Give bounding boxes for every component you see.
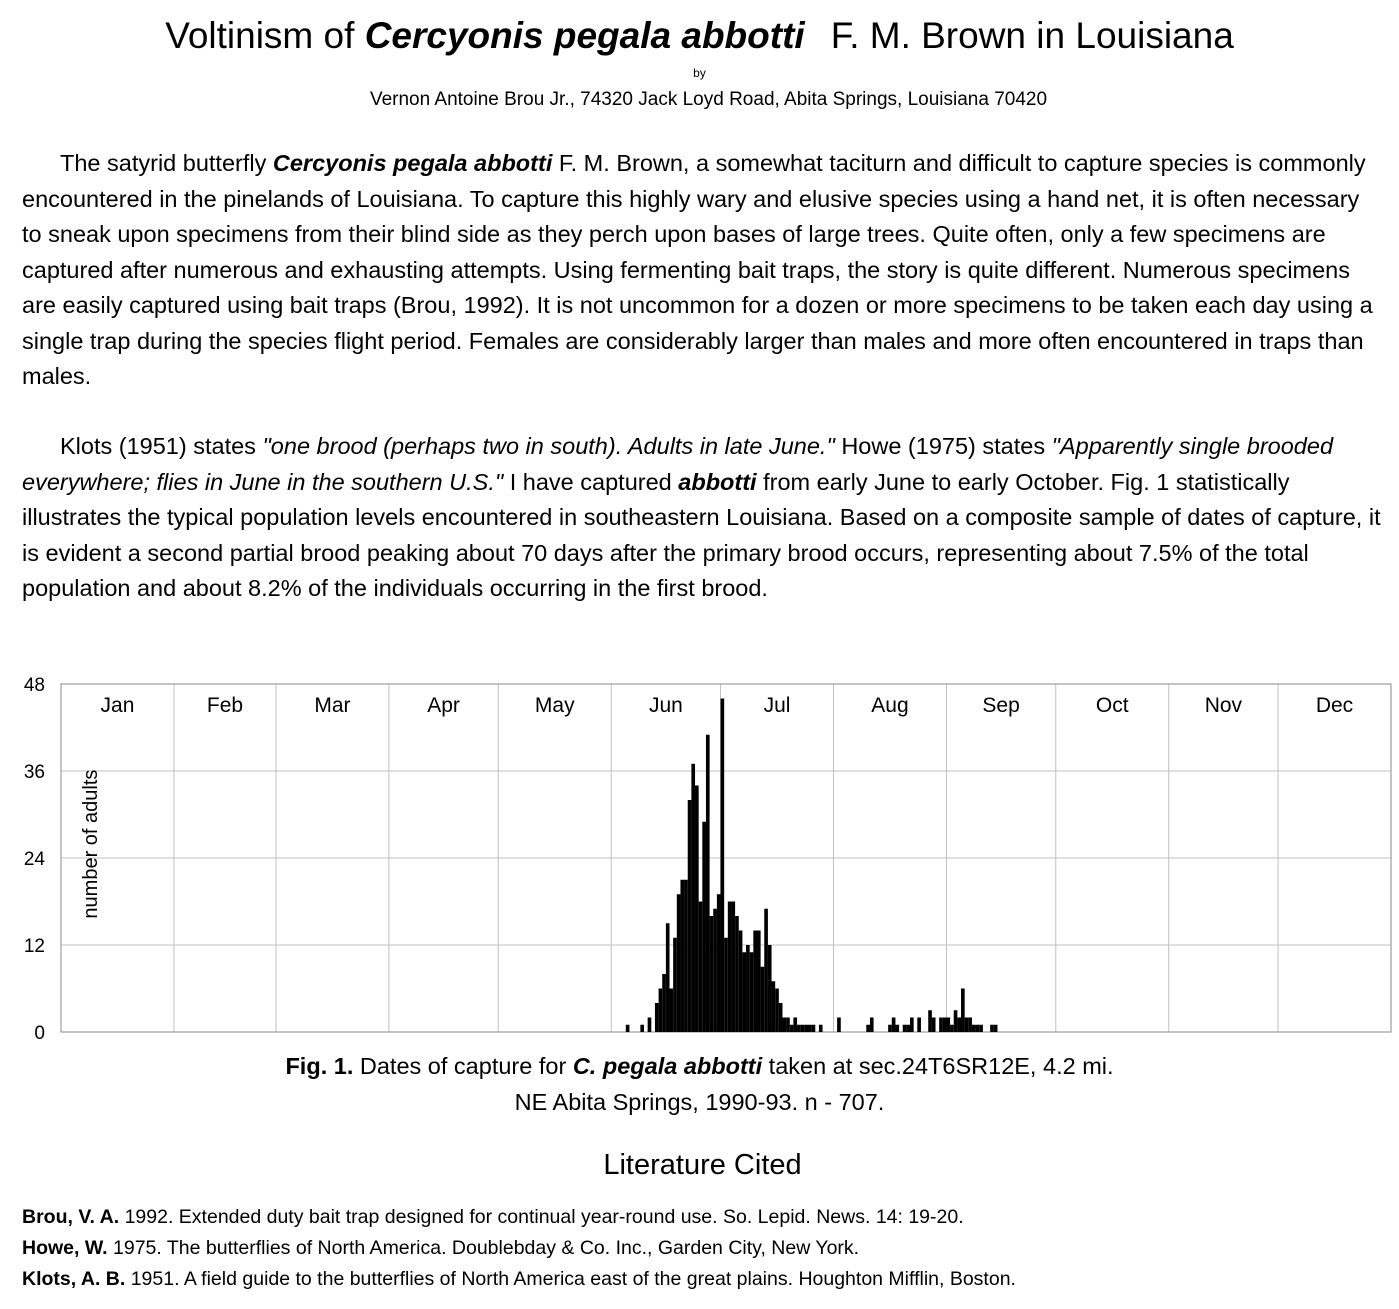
bar (903, 1025, 907, 1032)
month-label: Jan (100, 694, 135, 717)
bar (928, 1010, 932, 1032)
reference-item (22, 1266, 1392, 1292)
p2-text-d: from early June to early October. Fig. 1 statistically illustrates the typical population levels encountered in southeastern Louisiana. Based on a composite sample of dates of capture, it is evident a second partial brood peaking about 70 days after the primary brood occurs, representing about 7.5% of the total population and about 8.2% of the individuals occurring in the first brood. (22, 468, 1381, 601)
month-label: Jul (763, 694, 791, 717)
p1-text-b: F. M. Brown, a somewhat taciturn and difficult to capture species is commonly encountered in the pinelands of Louisiana. To capture this highly wary and elusive species using a hand net, it is often necessary to sneak upon specimens from their blind side as they perch upon bases of large trees. Quite often, only a few specimens are captured after numerous and exhausting attempts. Using fermenting bait traps, the story is quite different. Numerous specimens are easily captured using bait traps (Brou, 1992). It is not uncommon for a dozen or more specimens to be taken each day using a single trap during the species flight period. Females are considerably larger than males and more often encountered in traps than males. (22, 150, 1373, 389)
caption-text-b: taken at sec.24T6SR12E, 4.2 mi. (762, 1053, 1114, 1079)
bar (721, 699, 725, 1033)
month-label: Feb (206, 694, 244, 717)
bar (932, 1018, 936, 1033)
bar (680, 880, 684, 1032)
bar (717, 894, 721, 1032)
month-label: Oct (1095, 694, 1129, 717)
bar (917, 1018, 921, 1033)
author-line: Vernon Antoine Brou Jr., 74320 Jack Loyd Road, Abita Springs, Louisiana 70420 (369, 89, 1048, 110)
bar (779, 1003, 783, 1032)
bar (626, 1025, 630, 1032)
p2-quote-klots: "one brood (perhaps two in south). Adults in late June." (262, 433, 835, 459)
bar (801, 1025, 805, 1032)
bar (870, 1018, 874, 1033)
bar (768, 945, 772, 1032)
y-tick-label: 12 (23, 936, 45, 957)
bar (739, 931, 743, 1033)
title-species: Cercyonis pegala abbotti (364, 15, 805, 56)
bar (954, 1010, 958, 1032)
y-tick-label: 36 (23, 762, 45, 783)
bar (702, 822, 706, 1032)
bar (866, 1025, 870, 1032)
caption-species: C. pegala abbotti (572, 1053, 763, 1079)
y-tick-label: 48 (23, 675, 45, 696)
bar (688, 800, 692, 1032)
bar (968, 1018, 972, 1033)
bar (939, 1018, 943, 1033)
bar (994, 1025, 998, 1032)
month-label: Apr (427, 694, 460, 717)
month-label: Nov (1204, 694, 1243, 717)
bar (906, 1025, 910, 1032)
bar (961, 989, 965, 1033)
month-label: Sep (982, 694, 1020, 717)
bar (804, 1025, 808, 1032)
bar (943, 1018, 947, 1033)
title-suffix: F. M. Brown in Louisiana (830, 15, 1234, 56)
bar (972, 1025, 976, 1032)
bar (724, 938, 728, 1032)
bar (746, 945, 750, 1032)
bar (775, 989, 779, 1033)
reference-author: Klots, A. B. (22, 1268, 126, 1290)
bar (895, 1025, 899, 1032)
bar (782, 1018, 786, 1033)
paragraph-2 (22, 429, 1382, 607)
bar (888, 1025, 892, 1032)
bar (659, 989, 663, 1033)
capture-chart (0, 670, 1399, 1050)
figure-caption (0, 1049, 1399, 1083)
literature-heading: Literature Cited (603, 1149, 802, 1181)
bar (976, 1025, 980, 1032)
bar (892, 1018, 896, 1033)
p2-text-c: I have captured (503, 468, 679, 495)
paragraph-1 (22, 146, 1382, 395)
bar (757, 931, 761, 1033)
bar (819, 1025, 823, 1032)
y-tick-label: 0 (34, 1023, 45, 1044)
p2-species: abbotti (678, 468, 757, 495)
y-tick-label: 24 (23, 849, 45, 870)
bar (742, 952, 746, 1032)
bar (950, 1025, 954, 1032)
bar (648, 1018, 652, 1033)
reference-author: Brou, V. A. (22, 1206, 120, 1228)
p1-species: Cercyonis pegala abbotti (272, 150, 553, 176)
reference-item (22, 1235, 1392, 1261)
bar (699, 902, 703, 1033)
figure-caption-line-2: NE Abita Springs, 1990-93. n - 707. (514, 1089, 885, 1115)
reference-text: 1951. A field guide to the butterflies of North America east of the great plains. Houghton Mifflin, Boston. (125, 1268, 1016, 1290)
caption-text-a: Dates of capture for (353, 1053, 573, 1079)
bar (662, 974, 666, 1032)
figure-label: Fig. 1. (285, 1053, 354, 1079)
bar (797, 1025, 801, 1032)
bar (808, 1025, 812, 1032)
bar (990, 1025, 994, 1032)
bar (750, 952, 754, 1032)
y-axis-label: number of adults (80, 769, 102, 919)
month-label: Mar (314, 694, 351, 717)
month-label: May (534, 694, 575, 717)
bar (786, 1018, 790, 1033)
bar (640, 1025, 644, 1032)
month-label: Dec (1315, 694, 1354, 717)
bar (764, 909, 768, 1032)
title-prefix: Voltinism of (165, 15, 355, 56)
bar (673, 938, 677, 1032)
bar (677, 894, 681, 1032)
byline: by (693, 66, 706, 80)
bar (761, 967, 765, 1032)
bar (735, 916, 739, 1032)
bar (957, 1018, 961, 1033)
bar (710, 916, 714, 1032)
bar (837, 1018, 841, 1033)
bar (790, 1025, 794, 1032)
bar (979, 1025, 983, 1032)
month-label: Jun (648, 694, 683, 717)
bar (965, 1018, 969, 1033)
paper-title (0, 14, 1399, 58)
bar (655, 1003, 659, 1032)
bar (691, 764, 695, 1032)
bar (695, 786, 699, 1033)
p2-text-b: Howe (1975) states (834, 433, 1052, 459)
p1-text-a: The satyrid butterfly (60, 150, 273, 176)
reference-item (22, 1204, 1392, 1230)
bar (812, 1025, 816, 1032)
reference-author: Howe, W. (22, 1237, 108, 1259)
bar (946, 1018, 950, 1033)
bar (728, 902, 732, 1033)
reference-text: 1992. Extended duty bait trap designed for continual year-round use. So. Lepid. News. 14: 19-20. (119, 1206, 964, 1228)
bar (772, 981, 776, 1032)
bar (910, 1018, 914, 1033)
reference-text: 1975. The butterflies of North America. Doublebday & Co. Inc., Garden City, New York. (107, 1237, 860, 1259)
bar (670, 989, 674, 1033)
bar (793, 1018, 797, 1033)
bar (684, 880, 688, 1032)
month-label: Aug (871, 694, 909, 717)
bar (666, 923, 670, 1032)
p2-text-a: Klots (1951) states (60, 433, 263, 459)
bar (731, 902, 735, 1033)
bar (713, 909, 717, 1032)
bar (753, 931, 757, 1033)
bar (706, 735, 710, 1032)
p2-quote-howe: "Apparently single brooded everywhere; flies in June in the southern U.S." (22, 433, 1334, 495)
